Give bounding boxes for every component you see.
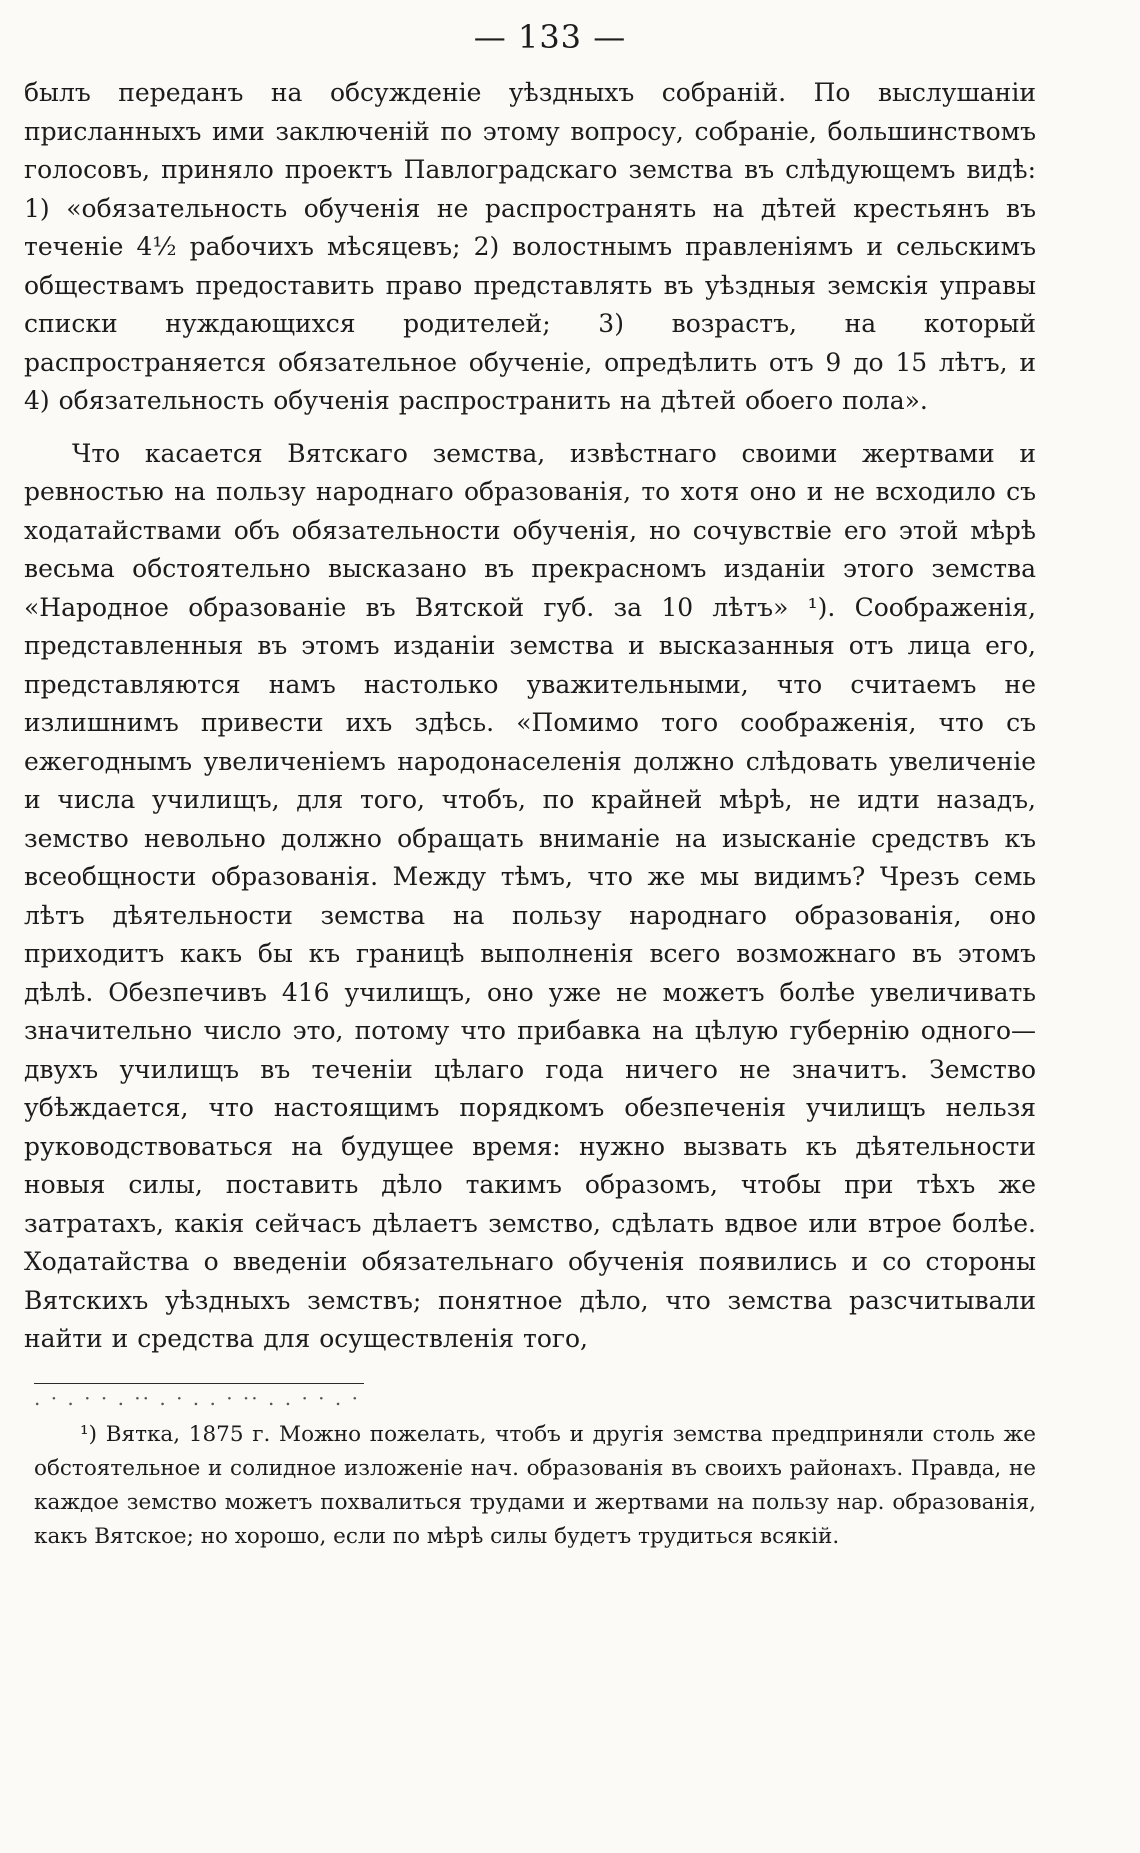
- footnote-bleed-marks: . · . · · . ·· . · . . · ·· . . · · . ·: [34, 1385, 360, 1410]
- paragraph-2: Что касается Вятскаго земства, извѣстнаго своими жертвами и ревностью на пользу народнаго образованія, то хотя оно и не всходило съ ходатайствами объ обязательности обученія, но сочувствіе его этой мѣрѣ весьма обстоятельно высказано въ прекрасномъ изданіи этого земства «Народное образованіе въ Вятской губ. за 10 лѣтъ» ¹). Соображенія, представленныя въ этомъ изданіи земства и высказанныя отъ лица его, представляются намъ настолько уважительными, что считаемъ не излишнимъ привести ихъ здѣсь. «Помимо того соображенія, что съ ежегоднымъ увеличеніемъ народонаселенія должно слѣдовать увеличеніе и числа училищъ, для того, чтобъ, по крайней мѣрѣ, не идти назадъ, земство невольно должно обращать вниманіе на изысканіе средствъ къ всеобщности образованія. Между тѣмъ, что же мы видимъ? Чрезъ семь лѣтъ дѣятельности земства на пользу народнаго образованія, оно приходитъ какъ бы къ границѣ выполненія всего возможнаго въ этомъ дѣлѣ. Обезпечивъ 416 училищъ, оно уже не можетъ болѣе увеличивать значительно число это, потому что прибавка на цѣлую губернію одного—двухъ училищъ въ теченіи цѣлаго года ничего не значитъ. Земство убѣждается, что настоящимъ порядкомъ обезпеченія училищъ нельзя руководствоваться на будущее время: нужно вызвать къ дѣятельности новыя силы, поставить дѣло такимъ образомъ, чтобы при тѣхъ же затратахъ, какія сейчасъ дѣлаетъ земство, сдѣлать вдвое или втрое болѣе. Ходатайства о введеніи обязательнаго обученія появились и со стороны Вятскихъ уѣздныхъ земствъ; понятное дѣло, что земства разсчитывали найти и средства для осуществленія того,: [24, 438, 1036, 1353]
- footnote-1: [24, 1418, 1036, 1554]
- footnotes: [24, 1418, 1036, 1554]
- footnote-1-marker: ¹): [80, 1421, 98, 1447]
- page-number: — 133 —: [473, 18, 627, 56]
- body-text: [24, 74, 1036, 1359]
- footnote-1-text: Вятка, 1875 г. Можно пожелать, чтобъ и другія земства предприняли столь же обстоятельное и солидное изложеніе нач. образованія въ своихъ районахъ. Правда, не каждое земство можетъ похвалиться трудами и жертвами на пользу нар. образованія, какъ Вятское; но хорошо, если по мѣрѣ силы будетъ трудиться всякій.: [34, 1421, 1036, 1549]
- paragraph-1: былъ переданъ на обсужденіе уѣздныхъ собраній. По выслушаніи присланныхъ ими заключеній по этому вопросу, собраніе, большинствомъ голосовъ, приняло проектъ Павлоградскаго земства въ слѣдующемъ видѣ: 1) «обязательность обученія не распространять на дѣтей крестьянъ въ теченіе 4½ рабочихъ мѣсяцевъ; 2) волостнымъ правленіямъ и сельскимъ обществамъ предоставить право представлять въ уѣздныя земскія управы списки нуждающихся родителей; 3) возрастъ, на который распространяется обязательное обученіе, опредѣлить отъ 9 до 15 лѣтъ, и 4) обязательность обученія распространить на дѣтей обоего пола».: [24, 78, 1036, 415]
